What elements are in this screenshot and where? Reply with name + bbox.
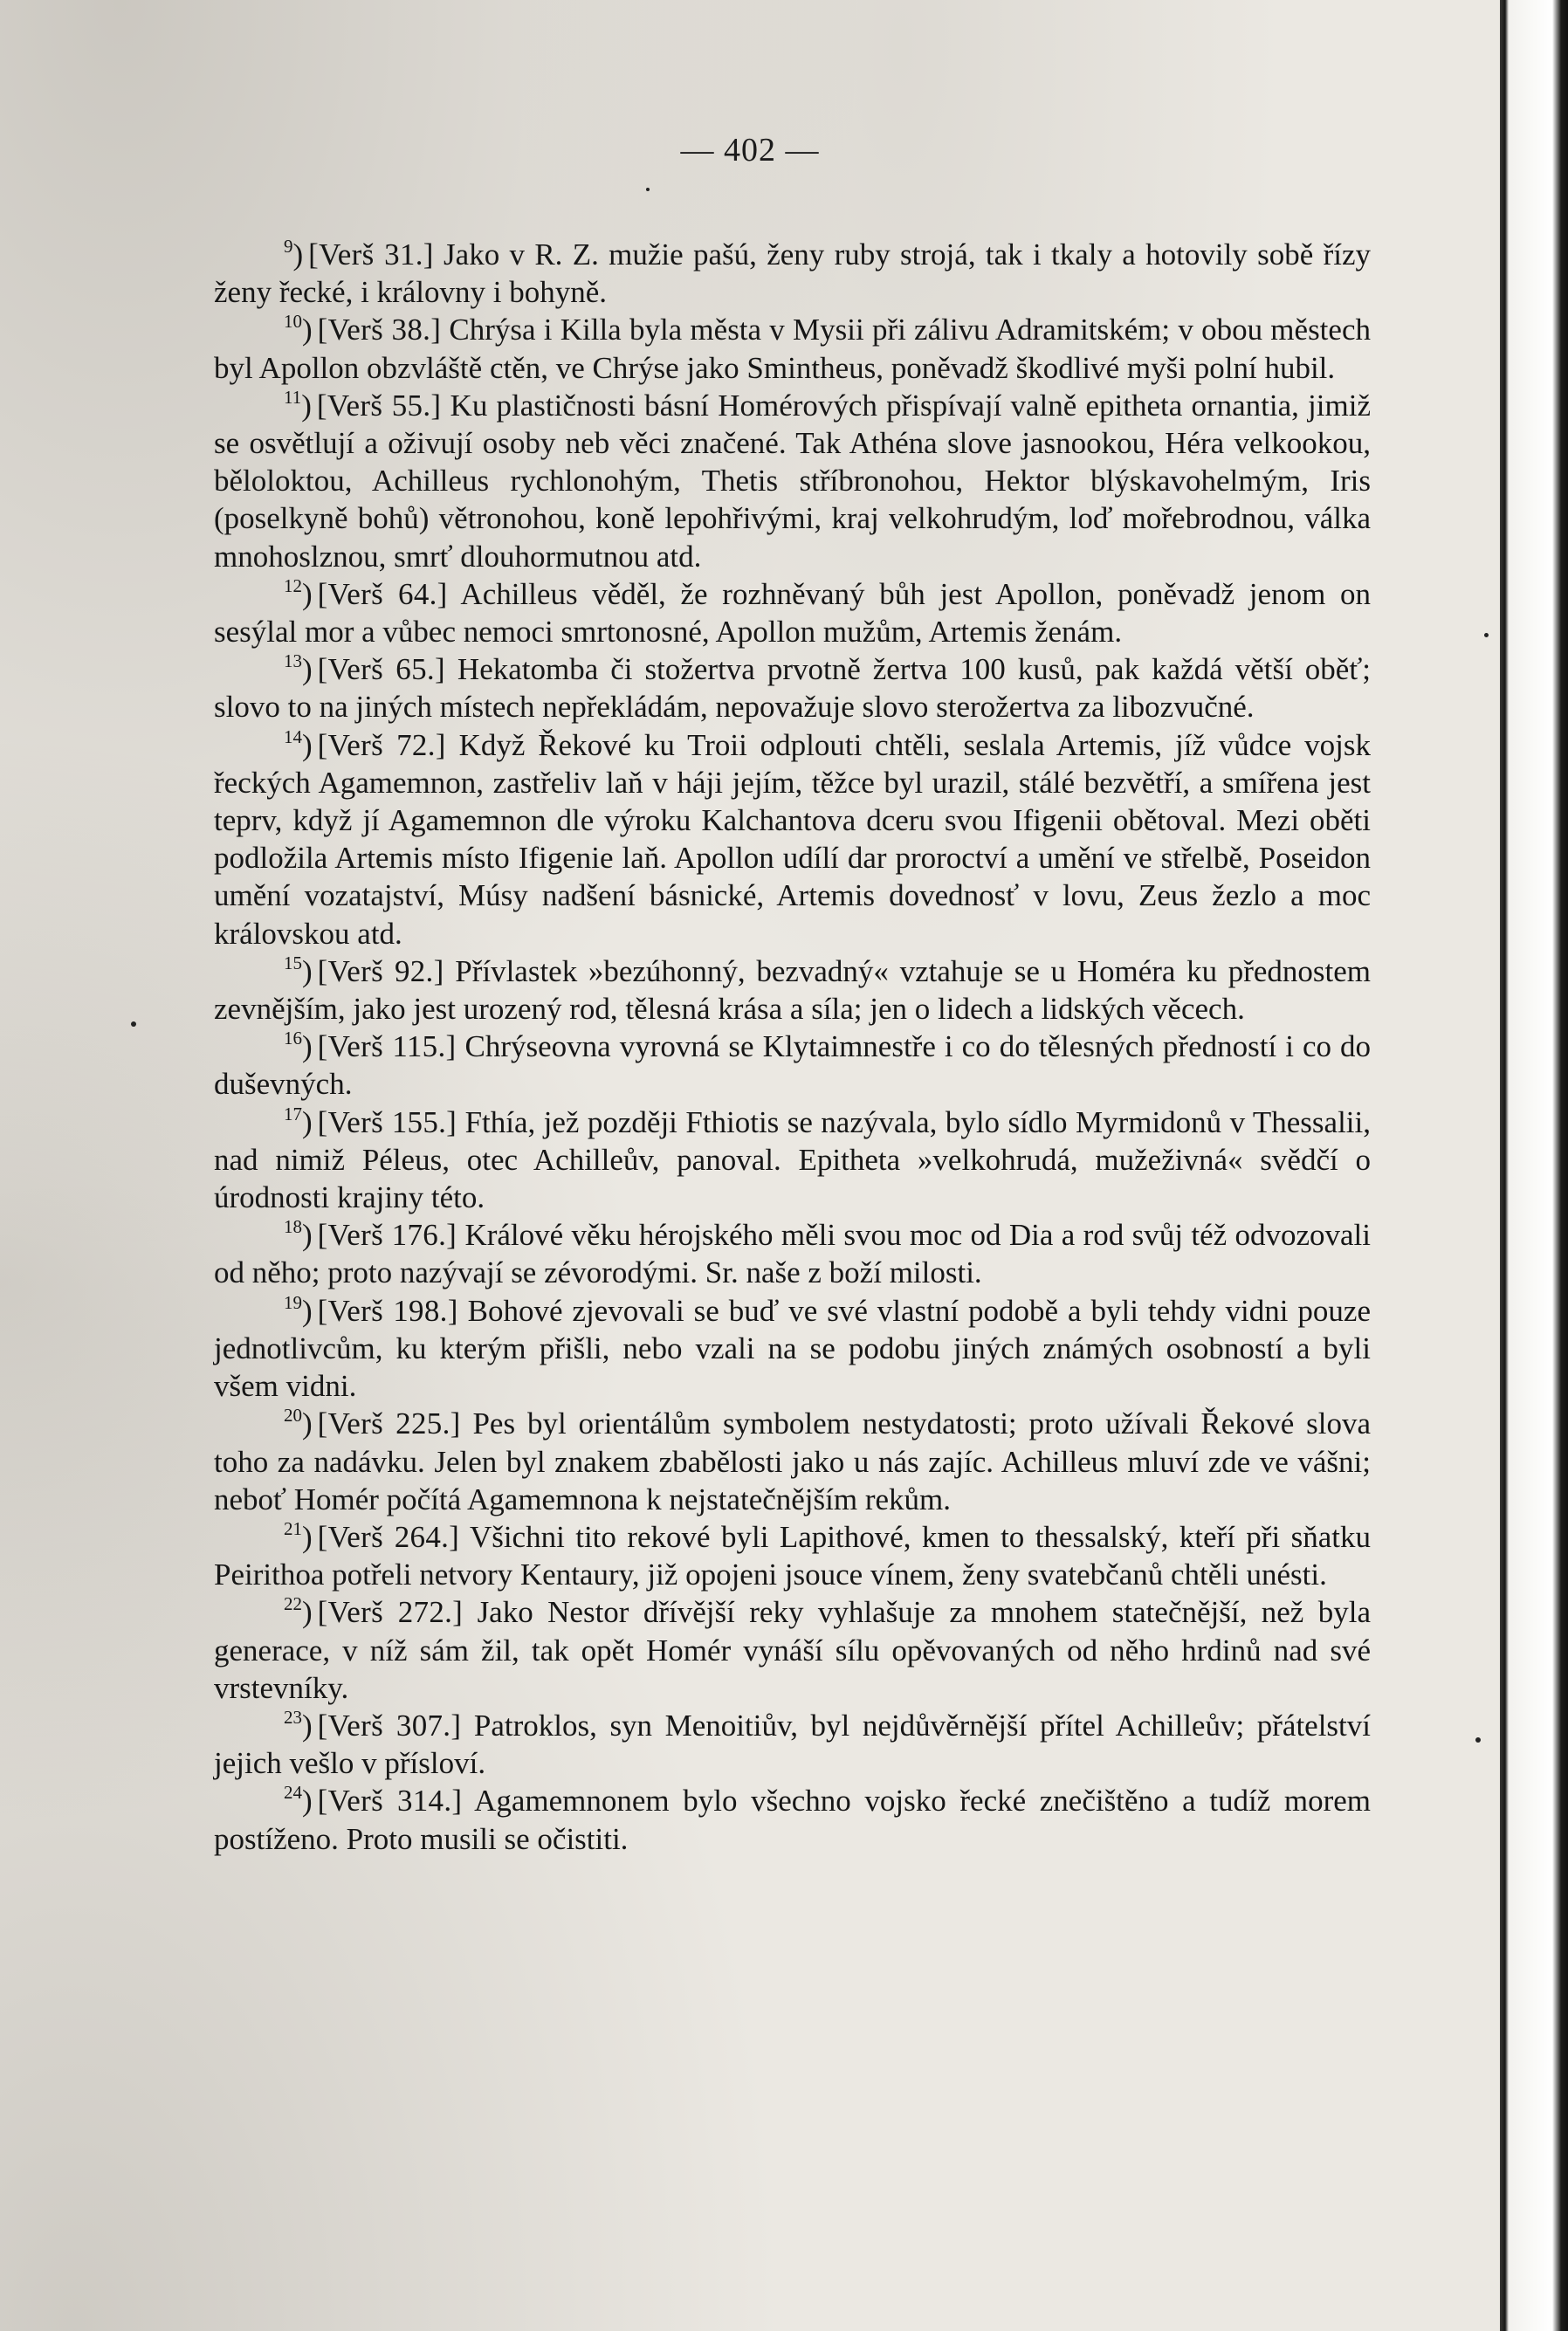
- footnote: $^{18}$) [Verš 176.] Králové věku hérojského měli svou moc od Dia a rod svůj též odvozovali od něho; proto nazývají se zévorodými. Sr. naše z boží milosti.: [214, 1216, 1372, 1290]
- footnote-text: Chrýseovna vyrovná se Klytaimnestře i co do tělesných předností i co do duševných.: [214, 1029, 1371, 1102]
- footnote-text: Ku plastičnosti básní Homérových přispívají valně epitheta ornantia, jimiž se osvětlují a oživují osoby neb věci značené. Tak Athéna slove jasnookou, Héra velkookou, běloloktou, Achilleus rychlonohým, Thetis stříbronohou, Hektor blýskavohelmým, Iris (poselkyně bohů) větronohou, koně lepohřivými, kraj velkohrudým, loď mořebrodnou, válka mnohoslznou, smrť dlouhormutnou atd.: [214, 388, 1371, 574]
- footnote-text: Přívlastek »bezúhonný, bezvadný« vztahuje se u Homéra ku přednostem zevnějším, jako jest urozený rod, tělesná krása a síla; jen o lidech a lidských věcech.: [214, 953, 1372, 1027]
- footnote-text: Agamemnonem bylo všechno vojsko řecké znečištěno a tudíž morem postíženo. Proto musili se očistiti.: [214, 1784, 1371, 1856]
- footnote-marker: 11: [284, 386, 302, 408]
- footnote-marker: 14: [284, 725, 302, 747]
- verse-reference: [Verš 31.]: [308, 237, 434, 272]
- footnotes-list: [214, 236, 1371, 1858]
- verse-reference: [Verš 92.]: [317, 953, 444, 988]
- footnote-marker: 17: [284, 1103, 302, 1124]
- footnote: $^{14}$) [Verš 72.] Když Řekové ku Troii odplouti chtěli, seslala Artemis, jíž vůdce vojsk řeckých Agamemnon, zastřeliv laň v háji jejím, těžce byl urazil, stálé bezvětří, a smířena jest teprv, když jí Agamemnon dle výroku Kalchantova dceru svou Ifigenii obětoval. Mezi oběti podložila Artemis místo Ifigenie laň. Apollon udílí dar proroctví a umění ve střelbě, Poseidon umění vozatajství, Músy nadšení básnické, Artemis dovednosť v lovu, Zeus žezlo a moc královskou atd.: [214, 725, 1372, 951]
- footnote: $^{21}$) [Verš 264.] Všichni tito rekové byli Lapithové, kmen to thessalský, kteří při sňatku Peirithoa potřeli netvory Kentaury, již opojeni jsouce vínem, ženy svatebčanů chtěli unésti.: [214, 1517, 1371, 1592]
- verse-reference: [Verš 225.]: [317, 1406, 461, 1441]
- footnote: $^{24}$) [Verš 314.] Agamemnonem bylo všechno vojsko řecké znečištěno a tudíž morem postíženo. Proto musili se očistiti.: [214, 1782, 1371, 1856]
- footnote-text: Králové věku hérojského měli svou moc od Dia a rod svůj též odvozovali od něho; proto nazývají se zévorodými. Sr. naše z boží milosti.: [214, 1218, 1372, 1290]
- footnote: $^{20}$) [Verš 225.] Pes byl orientálům symbolem nestydatosti; proto užívali Řekové slova toho za nadávku. Jelen byl znakem zbabělosti jako u nás zajíc. Achilleus mluví zde ve vášni; neboť Homér počítá Agamemnona k nejstatečnějším rekům.: [214, 1405, 1372, 1516]
- ink-speck: [131, 1021, 136, 1027]
- footnote: $^{10}$) [Verš 38.] Chrýsa i Killa byla města v Mysii při zálivu Adramitském; v obou městech byl Apollon obzvláště ctěn, ve Chrýse jako Smintheus, poněvadž škodlivé myši polní hubil.: [214, 311, 1371, 385]
- footnote-marker: 23: [284, 1706, 302, 1728]
- footnote-marker: 24: [284, 1782, 302, 1804]
- footnote: $^9$) [Verš 31.] Jako v R. Z. mužie pašú, ženy ruby strojá, tak i tkaly a hotovily sobě řízy ženy řecké, i královny i bohyně.: [214, 236, 1371, 310]
- footnote: $^{13}$) [Verš 65.] Hekatomba či stožertva prvotně žertva 100 kusů, pak každá větší oběť; slovo to na jiných místech nepřekládám, nepovažuje slovo sterožertva za libozvučné.: [214, 650, 1371, 725]
- footnote-marker: 15: [284, 952, 302, 973]
- footnote-text: Bohové zjevovali se buď ve své vlastní podobě a byli tehdy vidni pouze jednotlivcům, ku kterým přišli, nebo vzali na se podobu jiných známých osobností a byli všem vidni.: [214, 1293, 1371, 1404]
- footnote-text: Hekatomba či stožertva prvotně žertva 100 kusů, pak každá větší oběť; slovo to na jiných místech nepřekládám, nepovažuje slovo sterožertva za libozvučné.: [214, 652, 1371, 725]
- verse-reference: [Verš 198.]: [317, 1293, 458, 1328]
- footnote: $^{16}$) [Verš 115.] Chrýseovna vyrovná se Klytaimnestře i co do tělesných předností i co do duševných.: [214, 1028, 1371, 1102]
- footnote: $^{17}$) [Verš 155.] Fthía, jež později Fthiotis se nazývala, bylo sídlo Myrmidonů v Thessalii, nad nimiž Péleus, otec Achilleův, panoval. Epitheta »velkohrudá, mužeživná« svědčí o úrodnosti krajiny této.: [214, 1103, 1371, 1215]
- footnote-marker: 16: [284, 1028, 302, 1049]
- verse-reference: [Verš 38.]: [317, 313, 442, 347]
- footnote-marker: 19: [284, 1291, 302, 1313]
- verse-reference: [Verš 55.]: [316, 388, 442, 423]
- footnote-marker: 12: [284, 574, 302, 596]
- footnote: $^{15}$) [Verš 92.] Přívlastek »bezúhonný, bezvadný« vztahuje se u Homéra ku přednostem zevnějším, jako jest urozený rod, tělesná krása a síla; jen o lidech a lidských věcech.: [214, 952, 1372, 1027]
- footnote: $^{22}$) [Verš 272.] Jako Nestor dřívější reky vyhlašuje za mnohem statečnější, než byla generace, v níž sám žil, tak opět Homér vynáší sílu opěvovaných od něho hrdinů nad své vrstevníky.: [214, 1593, 1371, 1705]
- verse-reference: [Verš 115.]: [317, 1029, 457, 1064]
- footnote-marker: 21: [284, 1517, 302, 1539]
- footnote-text: Patroklos, syn Menoitiův, byl nejdůvěrnější přítel Achilleův; přátelství jejich vešlo v přísloví.: [214, 1708, 1372, 1781]
- footnote-marker: 18: [284, 1216, 302, 1238]
- footnote-text: Všichni tito rekové byli Lapithové, kmen to thessalský, kteří při sňatku Peirithoa potřeli netvory Kentaury, již opojeni jsouce vínem, ženy svatebčanů chtěli unésti.: [214, 1519, 1371, 1592]
- verse-reference: [Verš 314.]: [317, 1784, 463, 1819]
- footnote-marker: 22: [284, 1593, 302, 1615]
- footnote: $^{11}$) [Verš 55.] Ku plastičnosti básní Homérových přispívají valně epitheta ornantia, jimiž se osvětlují a oživují osoby neb věci značené. Tak Athéna slove jasnookou, Héra velkookou, běloloktou, Achilleus rychlonohým, Thetis stříbronohou, Hektor blýskavohelmým, Iris (poselkyně bohů) větronohou, koně lepohřivými, kraj velkohrudým, loď mořebrodnou, válka mnohoslznou, smrť dlouhormutnou atd.: [214, 386, 1371, 574]
- footnote: $^{23}$) [Verš 307.] Patroklos, syn Menoitiův, byl nejdůvěrnější přítel Achilleův; přátelství jejich vešlo v přísloví.: [214, 1706, 1372, 1781]
- footnote: $^{19}$) [Verš 198.] Bohové zjevovali se buď ve své vlastní podobě a byli tehdy vidni pouze jednotlivcům, ku kterým přišli, nebo vzali na se podobu jiných známých osobností a byli všem vidni.: [214, 1291, 1371, 1404]
- ink-speck: [646, 188, 650, 191]
- footnote-marker: 9: [284, 236, 293, 257]
- ink-speck: [1475, 1737, 1481, 1743]
- page-edge-strip: [1500, 0, 1568, 2331]
- verse-reference: [Verš 64.]: [317, 576, 448, 611]
- verse-reference: [Verš 65.]: [317, 652, 445, 687]
- page-number: — 402 —: [680, 132, 820, 168]
- footnote-text: Fthía, jež později Fthiotis se nazývala, bylo sídlo Myrmidonů v Thessalii, nad nimiž Péleus, otec Achilleův, panoval. Epitheta »velkohrudá, mužeživná« svědčí o úrodnosti krajiny této.: [214, 1104, 1371, 1215]
- footnote-marker: 20: [284, 1405, 302, 1427]
- footnote-text: Když Řekové ku Troii odplouti chtěli, seslala Artemis, jíž vůdce vojsk řeckých Agamemnon, zastřeliv laň v háji jejím, těžce byl urazil, stálé bezvětří, a smířena jest teprv, když jí Agamemnon dle výroku Kalchantova dceru svou Ifigenii obětoval. Mezi oběti podložila Artemis místo Ifigenie laň. Apollon udílí dar proroctví a umění ve střelbě, Poseidon umění vozatajství, Músy nadšení básnické, Artemis dovednosť v lovu, Zeus žezlo a moc královskou atd.: [214, 727, 1372, 951]
- footnote-marker: 10: [284, 311, 302, 333]
- footnote-text: Pes byl orientálům symbolem nestydatosti; proto užívali Řekové slova toho za nadávku. Jelen byl znakem zbabělosti jako u nás zajíc. Achilleus mluví zde ve vášni; neboť Homér počítá Agamemnona k nejstatečnějším rekům.: [214, 1406, 1372, 1516]
- footnote-text: Achilleus věděl, že rozhněvaný bůh jest Apollon, poněvadž jenom on sesýlal mor a vůbec nemoci smrtonosné, Apollon mužům, Artemis ženám.: [214, 576, 1371, 650]
- footnote-text: Jako Nestor dřívější reky vyhlašuje za mnohem statečnější, než byla generace, v níž sám žil, tak opět Homér vynáší sílu opěvovaných od něho hrdinů nad své vrstevníky.: [214, 1595, 1371, 1705]
- ink-speck: [1484, 633, 1489, 637]
- footnote: $^{12}$) [Verš 64.] Achilleus věděl, že rozhněvaný bůh jest Apollon, poněvadž jenom on sesýlal mor a vůbec nemoci smrtonosné, Apollon mužům, Artemis ženám.: [214, 574, 1371, 650]
- verse-reference: [Verš 155.]: [317, 1104, 457, 1139]
- footnote-text: Jako v R. Z. mužie pašú, ženy ruby strojá, tak i tkaly a hotovily sobě řízy ženy řecké, i královny i bohyně.: [214, 237, 1371, 310]
- verse-reference: [Verš 72.]: [317, 727, 446, 762]
- verse-reference: [Verš 272.]: [317, 1595, 464, 1630]
- footnote-text: Chrýsa i Killa byla města v Mysii při zálivu Adramitském; v obou městech byl Apollon obzvláště ctěn, ve Chrýse jako Smintheus, poněvadž škodlivé myši polní hubil.: [214, 313, 1371, 385]
- footnote-marker: 13: [284, 650, 302, 672]
- verse-reference: [Verš 176.]: [317, 1218, 457, 1253]
- verse-reference: [Verš 264.]: [317, 1519, 460, 1554]
- verse-reference: [Verš 307.]: [317, 1708, 462, 1743]
